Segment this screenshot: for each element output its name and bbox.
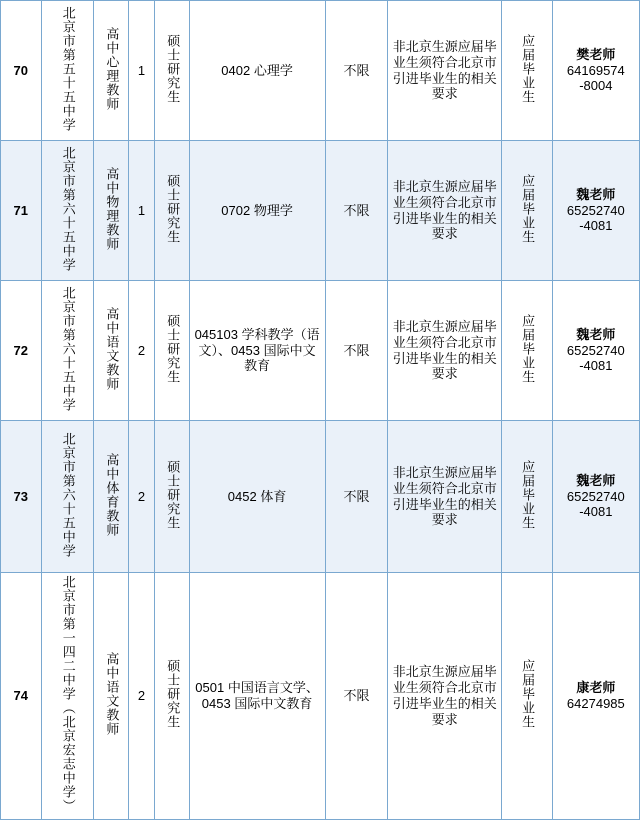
cell-专业: 0501 中国语言文学、0453 国际中文教育 bbox=[189, 573, 325, 820]
contact-phone: 65252740 bbox=[566, 342, 625, 358]
cell-学校 bbox=[41, 1, 94, 141]
cell-学历 bbox=[155, 141, 189, 281]
contact-phone-ext: -8004 bbox=[579, 78, 613, 94]
cell-人数: 1 bbox=[128, 141, 154, 281]
cell-类型 bbox=[502, 573, 553, 820]
cell-其他要求: 非北京生源应届毕业生须符合北京市引进毕业生的相关要求 bbox=[388, 573, 502, 820]
cell-序号: 72 bbox=[1, 281, 42, 421]
school-text: 北京市第六十五中学 bbox=[60, 145, 76, 272]
cell-岗位 bbox=[94, 421, 128, 573]
degree-text: 硕士研究生 bbox=[165, 313, 181, 384]
cell-联系方式 bbox=[552, 421, 639, 573]
cell-联系方式 bbox=[552, 573, 639, 820]
cell-专业: 0702 物理学 bbox=[189, 141, 325, 281]
cell-学历 bbox=[155, 1, 189, 141]
school-text: 北京市第一四二中学（北京宏志中学） bbox=[60, 575, 76, 813]
cell-户籍限制: 不限 bbox=[325, 141, 388, 281]
cell-类型 bbox=[502, 141, 553, 281]
cell-序号: 70 bbox=[1, 1, 42, 141]
cell-其他要求: 非北京生源应届毕业生须符合北京市引进毕业生的相关要求 bbox=[388, 421, 502, 573]
contact-phone-ext: -4081 bbox=[579, 504, 613, 520]
cell-专业: 0402 心理学 bbox=[189, 1, 325, 141]
cell-专业: 045103 学科教学（语文）、0453 国际中文教育 bbox=[189, 281, 325, 421]
cell-学校 bbox=[41, 573, 94, 820]
cell-专业: 0452 体育 bbox=[189, 421, 325, 573]
table-body bbox=[1, 1, 640, 820]
cell-序号: 73 bbox=[1, 421, 42, 573]
degree-text: 硕士研究生 bbox=[165, 173, 181, 244]
cell-学历 bbox=[155, 421, 189, 573]
contact-phone: 65252740 bbox=[566, 488, 625, 504]
contact-phone-ext: -4081 bbox=[579, 218, 613, 234]
cell-人数: 2 bbox=[128, 421, 154, 573]
degree-text: 硕士研究生 bbox=[165, 459, 181, 530]
post-text: 高中物理教师 bbox=[104, 166, 120, 251]
table-row bbox=[1, 141, 640, 281]
school-text: 北京市第六十五中学 bbox=[60, 431, 76, 558]
cell-序号: 74 bbox=[1, 573, 42, 820]
post-text: 高中语文教师 bbox=[104, 306, 120, 391]
cell-岗位 bbox=[94, 573, 128, 820]
type-text: 应届毕业生 bbox=[520, 313, 536, 384]
contact-phone: 64169574 bbox=[566, 62, 625, 78]
contact-phone: 64274985 bbox=[566, 695, 625, 711]
cell-联系方式 bbox=[552, 281, 639, 421]
cell-学校 bbox=[41, 281, 94, 421]
contact-phone: 65252740 bbox=[566, 202, 625, 218]
cell-户籍限制: 不限 bbox=[325, 573, 388, 820]
cell-户籍限制: 不限 bbox=[325, 1, 388, 141]
cell-其他要求: 非北京生源应届毕业生须符合北京市引进毕业生的相关要求 bbox=[388, 281, 502, 421]
contact-name: 樊老师 bbox=[576, 46, 616, 62]
cell-其他要求: 非北京生源应届毕业生须符合北京市引进毕业生的相关要求 bbox=[388, 141, 502, 281]
cell-人数: 2 bbox=[128, 573, 154, 820]
cell-学校 bbox=[41, 141, 94, 281]
contact-name: 魏老师 bbox=[576, 326, 616, 342]
cell-类型 bbox=[502, 281, 553, 421]
cell-联系方式 bbox=[552, 141, 639, 281]
cell-类型 bbox=[502, 421, 553, 573]
degree-text: 硕士研究生 bbox=[165, 659, 181, 729]
type-text: 应届毕业生 bbox=[520, 459, 536, 530]
cell-岗位 bbox=[94, 141, 128, 281]
cell-学历 bbox=[155, 573, 189, 820]
cell-序号: 71 bbox=[1, 141, 42, 281]
cell-其他要求: 非北京生源应届毕业生须符合北京市引进毕业生的相关要求 bbox=[388, 1, 502, 141]
degree-text: 硕士研究生 bbox=[165, 33, 181, 104]
post-text: 高中心理教师 bbox=[104, 26, 120, 111]
cell-岗位 bbox=[94, 1, 128, 141]
table-row bbox=[1, 281, 640, 421]
cell-学历 bbox=[155, 281, 189, 421]
school-text: 北京市第六十五中学 bbox=[60, 285, 76, 412]
table-row bbox=[1, 421, 640, 573]
cell-人数: 1 bbox=[128, 1, 154, 141]
post-text: 高中体育教师 bbox=[104, 452, 120, 537]
table-row bbox=[1, 1, 640, 141]
cell-户籍限制: 不限 bbox=[325, 281, 388, 421]
type-text: 应届毕业生 bbox=[520, 659, 536, 729]
cell-户籍限制: 不限 bbox=[325, 421, 388, 573]
table-row bbox=[1, 573, 640, 820]
contact-name: 魏老师 bbox=[576, 186, 616, 202]
cell-联系方式 bbox=[552, 1, 639, 141]
contact-name: 康老师 bbox=[576, 680, 616, 696]
type-text: 应届毕业生 bbox=[520, 33, 536, 104]
contact-name: 魏老师 bbox=[576, 472, 616, 488]
cell-学校 bbox=[41, 421, 94, 573]
cell-类型 bbox=[502, 1, 553, 141]
type-text: 应届毕业生 bbox=[520, 173, 536, 244]
cell-人数: 2 bbox=[128, 281, 154, 421]
post-text: 高中语文教师 bbox=[104, 652, 120, 736]
contact-phone-ext: -4081 bbox=[579, 358, 613, 374]
cell-岗位 bbox=[94, 281, 128, 421]
school-text: 北京市第五十五中学 bbox=[60, 5, 76, 132]
